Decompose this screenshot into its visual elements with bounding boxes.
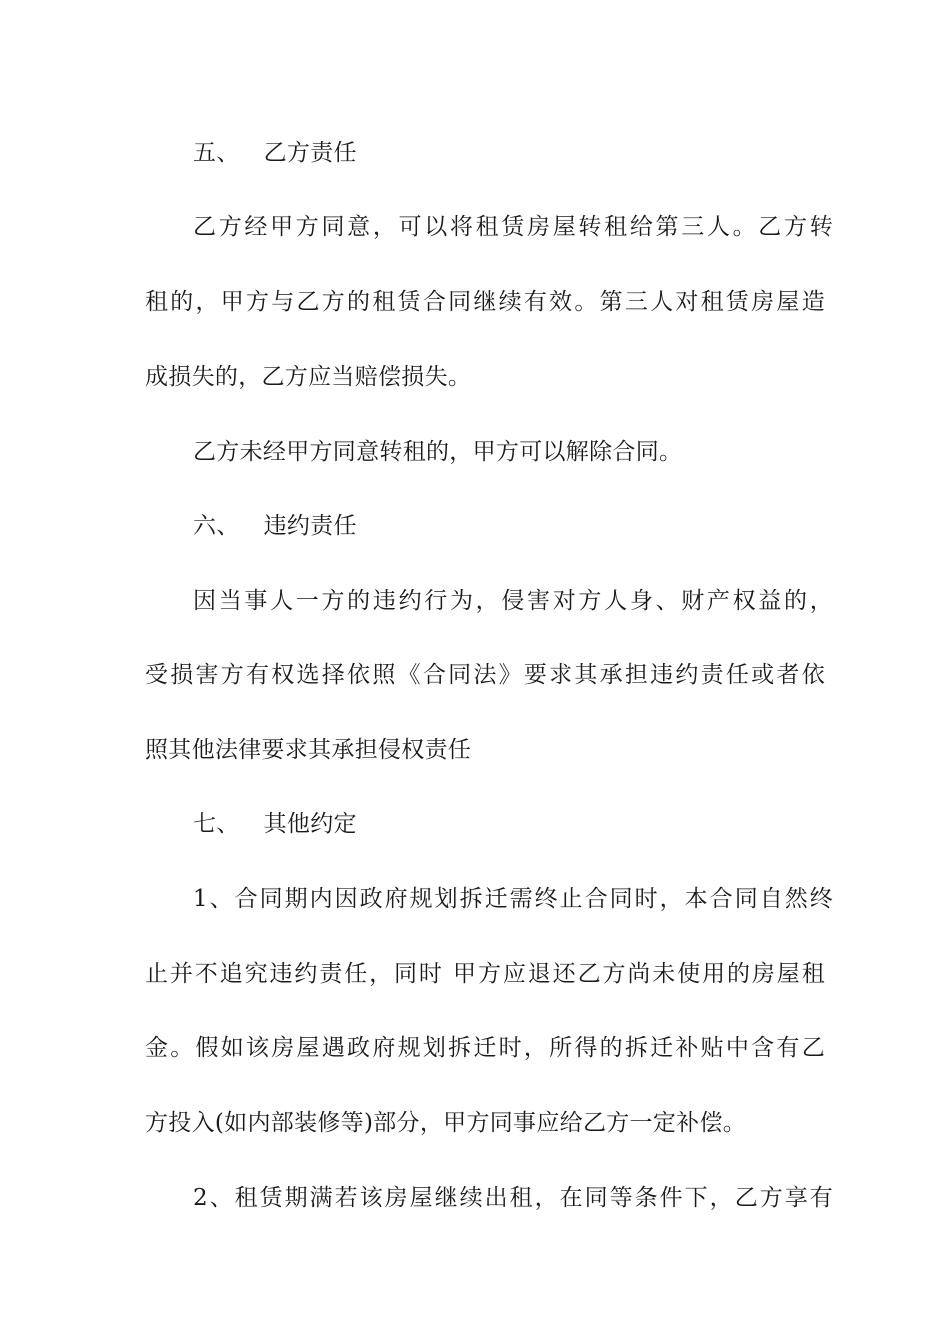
paragraph-line: 乙方未经甲方同意转租的，甲方可以解除合同。 — [193, 439, 683, 465]
paragraph-line: 因当事人一方的违约行为，侵害对方人身、财产权益的， — [193, 588, 833, 614]
paragraph-line: 1、合同期内因政府规划拆迁需终止合同时，本合同自然终 — [193, 886, 833, 912]
section-heading-6 — [145, 511, 825, 541]
paragraph-line: 成损失的，乙方应当赔偿损失。 — [145, 364, 472, 390]
paragraph-line: 方投入(如内部装修等)部分，甲方同事应给乙方一定补偿。 — [145, 1110, 747, 1136]
section-heading-7 — [145, 809, 825, 839]
paragraph-line: 照其他法律要求其承担侵权责任 — [145, 737, 472, 763]
paragraph-line: 金。假如该房屋遇政府规划拆迁时，所得的拆迁补贴中含有乙 — [145, 1035, 825, 1061]
section-heading-5 — [145, 138, 825, 168]
paragraph-line: 受损害方有权选择依照《合同法》要求其承担违约责任或者依 — [145, 662, 825, 688]
paragraph-line: 乙方经甲方同意，可以将租赁房屋转租给第三人。乙方转 — [193, 214, 833, 240]
section-number: 七、 — [193, 811, 240, 837]
section-title: 违约责任 — [263, 513, 357, 539]
paragraph-line: 止并不追究违约责任，同时 甲方应退还乙方尚未使用的房屋租 — [145, 961, 825, 987]
section-title: 乙方责任 — [263, 140, 357, 166]
section-number: 六、 — [193, 513, 240, 539]
section-title: 其他约定 — [263, 811, 357, 837]
paragraph-line: 租的，甲方与乙方的租赁合同继续有效。第三人对租赁房屋造 — [145, 289, 825, 315]
paragraph-line: 2、租赁期满若该房屋继续出租，在同等条件下，乙方享有 — [193, 1185, 833, 1211]
section-number: 五、 — [193, 140, 240, 166]
